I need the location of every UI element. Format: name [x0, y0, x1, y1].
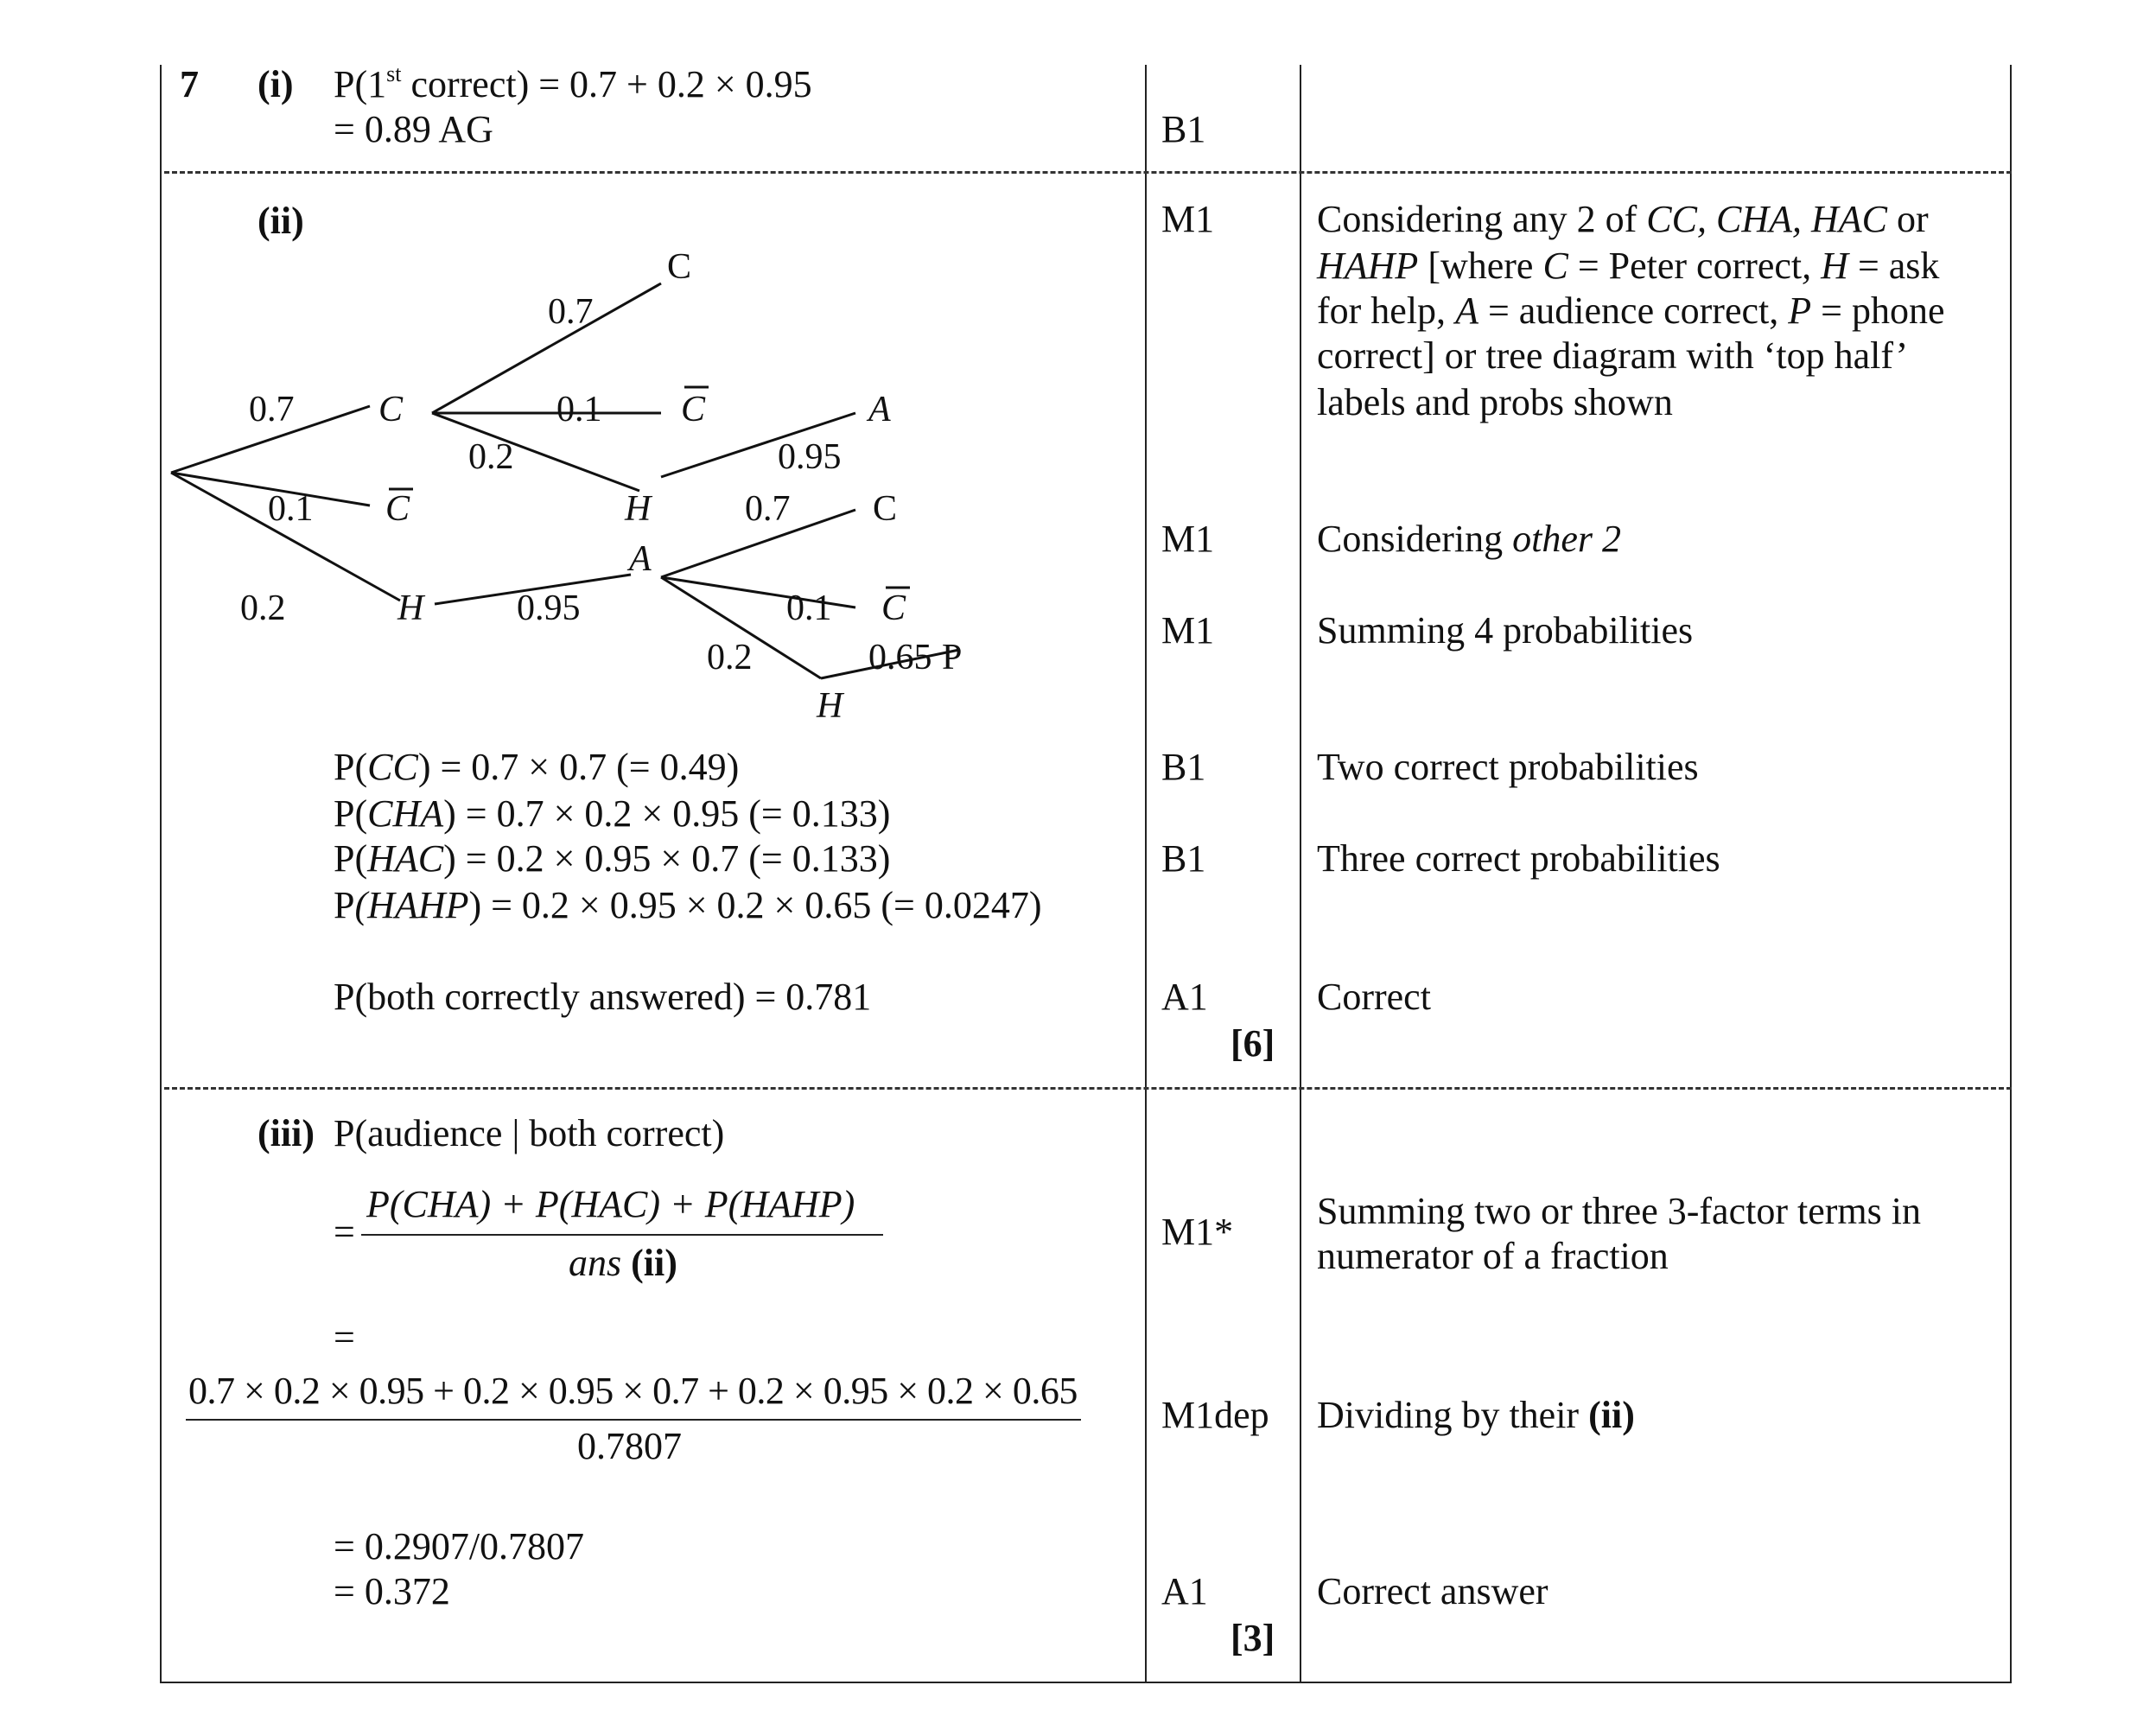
fraction-2-bar: [186, 1419, 1081, 1421]
fraction-2-numerator: 0.7 × 0.2 × 0.95 + 0.2 × 0.95 × 0.7 + 0.2 × 0.95 × 0.2 × 0.65: [188, 1370, 1078, 1412]
prob-0.1-A-Cbar: 0.1: [786, 588, 832, 628]
part-ii-guidance-1-line-4: correct] or tree diagram with ‘top half’: [1317, 334, 1909, 377]
probability-tree-diagram: [0, 0, 1141, 743]
prob-0.7-A-C: 0.7: [745, 489, 791, 529]
g1-l3-a: for help,: [1317, 289, 1456, 332]
calc-hac-post: ) = 0.2 × 0.95 × 0.7 (= 0.133): [443, 837, 891, 880]
g1-l3-e: = phone: [1811, 289, 1945, 332]
calc-line-CHA: [334, 792, 890, 836]
prob-0.1-C-Cbar: 0.1: [556, 390, 602, 429]
fraction-1-numerator: P(CHA) + P(HAC) + P(HAHP): [366, 1183, 855, 1225]
part-ii-mark-6: A1: [1161, 976, 1208, 1018]
p3-g2-a: Dividing by their: [1317, 1394, 1589, 1436]
branch-C-C: [432, 283, 661, 413]
node-A-top: A: [868, 390, 891, 429]
g1-l1-a: Considering any 2 of: [1317, 198, 1647, 240]
node-Cbar-1: C: [681, 390, 706, 429]
frac1-den-ii: (ii): [621, 1242, 677, 1284]
part-iii-mark-1: M1*: [1161, 1211, 1234, 1253]
calc-cha-pre: P(: [334, 792, 368, 835]
g2-a: Considering: [1317, 518, 1513, 560]
part-ii-guidance-1-line-1: [1317, 197, 1929, 242]
g1-l2-d: = Peter correct: [1568, 245, 1803, 287]
part-ii-guidance-1-line-2: [1317, 244, 1939, 289]
part-ii-guidance-1-line-3: [1317, 289, 1944, 334]
table-col-divider-guidance: [1300, 65, 1301, 1682]
prob-0.2-A-H: 0.2: [707, 638, 753, 677]
prob-0.2-C-H: 0.2: [468, 437, 514, 477]
part-ii-guidance-4: Two correct probabilities: [1317, 746, 1699, 788]
prob-0.2-root-H: 0.2: [240, 588, 286, 628]
calc-line-CC: [334, 745, 739, 790]
calc-hac-event: HAC: [367, 837, 444, 880]
part-i-line-1-a: P(1: [334, 63, 387, 105]
prob-0.7-C-C: 0.7: [548, 292, 594, 332]
fraction-1-bar: [361, 1234, 883, 1236]
p3-g2-b: (ii): [1588, 1394, 1635, 1436]
fraction-1-denominator: [569, 1241, 677, 1286]
dashed-divider-2: [164, 1087, 2012, 1090]
question-number: 7: [180, 63, 199, 105]
part-i-line-1-sup: st: [386, 61, 402, 86]
part-iii-guidance-3: Correct answer: [1317, 1570, 1548, 1612]
part-ii-guidance-3: Summing 4 probabilities: [1317, 609, 1694, 652]
g1-l2-c: C: [1542, 245, 1568, 287]
calc-hahp-post: ) = 0.2 × 0.95 × 0.2 × 0.65 (= 0.0247): [468, 884, 1042, 926]
table-right-border: [2010, 65, 2012, 1682]
calc-hahp-pre: P: [334, 884, 355, 926]
part-iii-guidance-1-line-1: Summing two or three 3-factor terms in: [1317, 1190, 1921, 1232]
calc-cc-event: CC: [367, 746, 418, 788]
node-C: C: [378, 390, 404, 429]
part-ii-mark-3: M1: [1161, 609, 1215, 652]
node-H-root: H: [397, 588, 424, 628]
part-i-line-2: = 0.89 AG: [334, 108, 493, 150]
part-ii-mark-5: B1: [1161, 837, 1206, 880]
part-ii-guidance-6: Correct: [1317, 976, 1431, 1018]
node-C-top: C: [667, 247, 692, 287]
part-iii-line-1: P(audience | both correct): [334, 1112, 725, 1154]
node-A-mid: A: [629, 539, 652, 579]
part-iii-guidance-2: [1317, 1393, 1635, 1438]
part-i-mark: B1: [1161, 108, 1206, 150]
part-iii-line-last-1: = 0.2907/0.7807: [334, 1525, 585, 1567]
g1-l1-b: CC, CHA, HAC: [1646, 198, 1887, 240]
part-iii-total: [3]: [1230, 1617, 1275, 1659]
table-col-divider-marks: [1145, 65, 1147, 1682]
part-ii-mark-2: M1: [1161, 518, 1215, 560]
part-iii-equals-2: =: [334, 1316, 355, 1358]
calc-hac-pre: P(: [334, 837, 368, 880]
part-iii-mark-3: A1: [1161, 1570, 1208, 1612]
g1-l3-b: A: [1455, 289, 1478, 332]
prob-0.95-H-A-lower: 0.95: [517, 588, 581, 628]
part-ii-guidance-1-line-5: labels and probs shown: [1317, 381, 1673, 423]
g1-l2-e: , H: [1802, 245, 1848, 287]
part-iii-line-last-2: = 0.372: [334, 1570, 450, 1612]
part-ii-mark-1: M1: [1161, 198, 1215, 240]
g1-l3-d: P: [1788, 289, 1812, 332]
part-ii-total: [6]: [1230, 1022, 1275, 1065]
calc-cha-event: CHA: [367, 792, 444, 835]
calc-line-HAHP: [334, 883, 1041, 928]
part-i-label: (i): [258, 63, 294, 105]
table-bottom-border: [160, 1682, 2012, 1683]
part-iii-label: (iii): [258, 1112, 315, 1154]
node-C-right: C: [873, 489, 898, 529]
node-Cbar-2: C: [881, 588, 906, 628]
part-i-line-1-b: correct) = 0.7 + 0.2 × 0.95: [401, 63, 812, 105]
g1-l2-f: = ask: [1847, 245, 1940, 287]
prob-0.7-root-C: 0.7: [249, 390, 295, 429]
g2-b: other 2: [1512, 518, 1621, 560]
part-ii-mark-4: B1: [1161, 746, 1206, 788]
prob-0.65-H-P: 0.65: [868, 638, 932, 677]
part-iii-mark-2: M1dep: [1161, 1394, 1269, 1436]
g1-l3-c: = audience correct,: [1478, 289, 1789, 332]
calc-cc-pre: P(: [334, 746, 368, 788]
part-ii-guidance-5: Three correct probabilities: [1317, 837, 1720, 880]
fraction-2-denominator: 0.7807: [577, 1425, 682, 1467]
node-P: P: [942, 638, 963, 677]
g1-l2-a: HAHP: [1317, 245, 1419, 287]
part-ii-guidance-2: [1317, 517, 1621, 562]
part-iii-guidance-1-line-2: numerator of a fraction: [1317, 1235, 1669, 1277]
calc-line-HAC: [334, 836, 890, 881]
calc-hahp-event: (HAHP: [354, 884, 469, 926]
g1-l1-c: or: [1887, 198, 1929, 240]
g1-l2-b: [where: [1418, 245, 1543, 287]
branch-C-H: [432, 413, 639, 491]
part-ii-label: (ii): [258, 200, 304, 242]
part-ii-result: P(both correctly answered) = 0.781: [334, 976, 872, 1018]
node-H-mid: H: [625, 489, 652, 529]
prob-0.95-H-A-upper: 0.95: [778, 437, 842, 477]
node-H-bottom: H: [817, 686, 843, 726]
node-Cbar-root: C: [385, 489, 410, 529]
calc-cha-post: ) = 0.7 × 0.2 × 0.95 (= 0.133): [443, 792, 891, 835]
part-iii-equals-1: =: [334, 1211, 355, 1253]
prob-0.1-root-Cbar: 0.1: [268, 489, 314, 529]
calc-cc-post: ) = 0.7 × 0.7 (= 0.49): [417, 746, 740, 788]
frac1-den-ans: ans: [569, 1242, 622, 1284]
